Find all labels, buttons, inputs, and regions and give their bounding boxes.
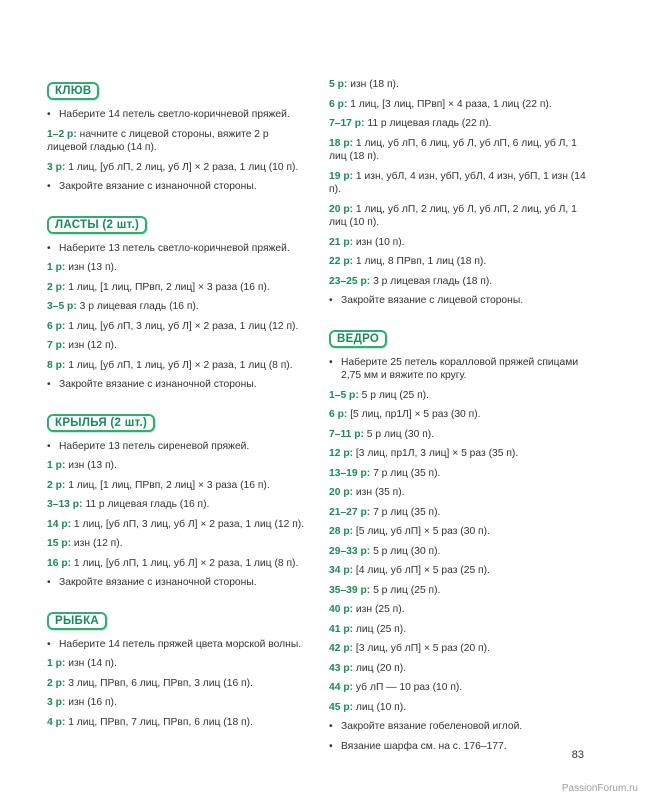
bullet-instruction xyxy=(329,720,594,734)
pattern-section xyxy=(47,200,307,392)
pattern-row xyxy=(329,98,594,112)
pattern-row xyxy=(47,537,307,551)
row-instructions: 5 р лиц (30 п). xyxy=(366,428,435,440)
pattern-row xyxy=(329,642,594,656)
pattern-row xyxy=(47,518,307,532)
bullet-text: Закройте вязание гобеленовой иглой. xyxy=(341,721,523,732)
bullet-instruction xyxy=(329,740,594,754)
pattern-row xyxy=(329,681,594,695)
row-label: 4 р: xyxy=(47,716,66,728)
row-instructions: 1 лиц, [уб лП, 3 лиц, уб Л] × 2 раза, 1 лиц (12 п). xyxy=(68,320,299,332)
pattern-row xyxy=(47,261,307,275)
pattern-row xyxy=(329,203,594,230)
section-heading: КРЫЛЬЯ (2 шт.) xyxy=(47,414,155,432)
row-label: 14 р: xyxy=(47,518,72,530)
row-label: 2 р: xyxy=(47,281,66,293)
bullet-instruction xyxy=(47,638,307,652)
row-instructions: лиц (20 п). xyxy=(355,662,407,674)
row-label: 20 р: xyxy=(329,203,354,215)
row-instructions: [3 лиц, пр1Л, 3 лиц] × 5 раз (35 п). xyxy=(355,448,519,459)
section-heading: КЛЮВ xyxy=(47,82,99,100)
row-instructions: 1 лиц, [уб лП, 1 лиц, уб Л] × 2 раза, 1 лиц (8 п). xyxy=(73,557,299,569)
row-label: 20 р: xyxy=(329,487,354,498)
row-instructions: 1 лиц, [1 лиц, ПРвп, 2 лиц] × 3 раза (16 п). xyxy=(68,479,270,491)
bullet-instruction xyxy=(47,242,307,256)
row-instructions: [3 лиц, уб лП] × 5 раз (20 п). xyxy=(355,643,490,654)
row-instructions: 3 р лицевая гладь (18 п). xyxy=(373,275,493,287)
row-instructions: уб лП — 10 раз (10 п). xyxy=(355,682,463,693)
pattern-row xyxy=(329,506,594,520)
row-instructions: [5 лиц, пр1Л] × 5 раз (30 п). xyxy=(350,409,481,420)
row-instructions: 3 лиц, ПРвп, 6 лиц, ПРвп, 3 лиц (16 п). xyxy=(68,677,253,689)
row-instructions: 1 изн, убЛ, 4 изн, убП, убЛ, 4 изн, убП, 1 изн (14 п). xyxy=(329,170,586,195)
page-number: 83 xyxy=(571,749,584,761)
pattern-row xyxy=(329,447,594,461)
watermark: PassionForum.ru xyxy=(561,783,638,794)
row-label: 29–33 р: xyxy=(329,545,371,557)
pattern-row xyxy=(47,359,307,373)
row-label: 28 р: xyxy=(329,526,354,537)
pattern-row xyxy=(329,236,594,250)
pattern-row xyxy=(329,623,594,637)
bullet-instruction xyxy=(47,440,307,454)
row-label: 3 р: xyxy=(47,161,66,173)
row-instructions: 3 р лицевая гладь (16 п). xyxy=(79,301,199,312)
pattern-row xyxy=(329,545,594,559)
row-label: 7–11 р: xyxy=(329,428,364,440)
row-instructions: 1 лиц, [3 лиц, ПРвп] × 4 раза, 1 лиц (22 п). xyxy=(350,98,552,110)
bullet-text: Закройте вязание с изнаночной стороны. xyxy=(59,577,257,588)
bullet-text: Наберите 14 петель пряжей цвета морской волны. xyxy=(59,638,302,650)
pattern-section xyxy=(47,398,307,590)
row-label: 22 р: xyxy=(329,256,354,267)
pattern-row xyxy=(47,339,307,353)
pattern-row xyxy=(47,128,307,155)
row-label: 18 р: xyxy=(329,137,354,149)
row-label: 41 р: xyxy=(329,623,354,635)
row-instructions: 1 лиц, 8 ПРвп, 1 лиц (18 п). xyxy=(355,256,487,267)
pattern-row xyxy=(47,281,307,295)
row-instructions: изн (18 п). xyxy=(350,79,399,90)
row-label: 6 р: xyxy=(329,409,348,420)
row-instructions: изн (25 п). xyxy=(355,604,405,615)
pattern-row xyxy=(329,584,594,598)
pattern-row xyxy=(329,389,594,403)
pattern-row xyxy=(47,696,307,710)
section-heading: РЫБКА xyxy=(47,612,107,630)
row-label: 43 р: xyxy=(329,662,354,674)
row-instructions: лиц (25 п). xyxy=(355,623,407,635)
row-instructions: изн (10 п). xyxy=(355,236,405,248)
pattern-row xyxy=(329,78,594,92)
bullet-instruction xyxy=(329,294,594,308)
pattern-row xyxy=(329,467,594,481)
bullet-text: Закройте вязание с изнаночной стороны. xyxy=(59,379,257,390)
bullet-instruction xyxy=(47,576,307,590)
pattern-row xyxy=(47,161,307,175)
row-instructions: изн (12 п). xyxy=(73,538,123,549)
row-instructions: 11 р лицевая гладь (16 п). xyxy=(85,499,210,510)
row-label: 40 р: xyxy=(329,604,354,615)
row-label: 1 р: xyxy=(47,460,66,471)
bullet-text: Закройте вязание с изнаночной стороны. xyxy=(59,181,257,192)
row-instructions: 1 лиц, уб лП, 2 лиц, уб Л, уб лП, 2 лиц, уб Л, 1 лиц (10 п). xyxy=(329,203,577,228)
row-instructions: 1 лиц, [уб лП, 1 лиц, уб Л] × 2 раза, 1 лиц (8 п). xyxy=(68,359,293,371)
row-instructions: изн (16 п). xyxy=(68,697,117,708)
row-label: 35–39 р: xyxy=(329,584,371,596)
row-instructions: [4 лиц, уб лП] × 5 раз (25 п). xyxy=(355,565,490,576)
pattern-row xyxy=(329,564,594,578)
row-label: 3–13 р: xyxy=(47,499,83,510)
section-heading: ЛАСТЫ (2 шт.) xyxy=(47,216,147,234)
row-label: 3–5 р: xyxy=(47,301,77,312)
row-label: 1 р: xyxy=(47,262,66,273)
row-label: 34 р: xyxy=(329,565,354,576)
row-label: 8 р: xyxy=(47,359,66,371)
row-instructions: 1 лиц, [1 лиц, ПРвп, 2 лиц] × 3 раза (16 п). xyxy=(68,281,270,293)
row-instructions: 7 р лиц (35 п). xyxy=(373,467,441,479)
pattern-row xyxy=(329,117,594,131)
pattern-row xyxy=(329,486,594,500)
pattern-row xyxy=(329,170,594,197)
pattern-section xyxy=(329,314,594,754)
pattern-row xyxy=(329,662,594,676)
bullet-text: Наберите 25 петель коралловой пряжей спицами 2,75 мм и вяжите по кругу. xyxy=(341,356,579,381)
pattern-row xyxy=(329,137,594,164)
pattern-row xyxy=(329,701,594,715)
row-label: 3 р: xyxy=(47,697,66,708)
row-label: 45 р: xyxy=(329,701,354,713)
bullet-instruction xyxy=(329,356,594,383)
row-instructions: 1 лиц, [уб лП, 2 лиц, уб Л] × 2 раза, 1 лиц (10 п). xyxy=(68,161,299,173)
pattern-section xyxy=(47,78,307,194)
row-instructions: 1 лиц, [уб лП, 3 лиц, уб Л] × 2 раза, 1 лиц (12 п). xyxy=(73,518,305,530)
row-label: 1 р: xyxy=(47,658,66,669)
pattern-section xyxy=(47,596,307,730)
row-instructions: [5 лиц, уб лП] × 5 раз (30 п). xyxy=(355,526,490,537)
row-label: 12 р: xyxy=(329,448,354,459)
row-label: 6 р: xyxy=(329,98,348,110)
row-label: 1–5 р: xyxy=(329,389,359,401)
row-label: 21–27 р: xyxy=(329,506,371,518)
row-instructions: изн (14 п). xyxy=(68,658,117,669)
row-instructions: 5 р лиц (30 п). xyxy=(373,545,441,557)
row-label: 2 р: xyxy=(47,479,66,491)
pattern-row xyxy=(329,275,594,289)
pattern-row xyxy=(47,479,307,493)
right-column xyxy=(329,78,594,759)
bullet-text: Закройте вязание с лицевой стороны. xyxy=(341,295,524,306)
pattern-row xyxy=(329,525,594,539)
bullet-instruction xyxy=(47,378,307,392)
row-label: 6 р: xyxy=(47,320,66,332)
row-label: 19 р: xyxy=(329,170,354,182)
bullet-instruction xyxy=(47,180,307,194)
row-label: 21 р: xyxy=(329,236,354,248)
pattern-row xyxy=(329,408,594,422)
row-label: 16 р: xyxy=(47,557,72,569)
row-instructions: 1 лиц, ПРвп, 7 лиц, ПРвп, 6 лиц (18 п). xyxy=(68,716,253,728)
row-instructions: изн (35 п). xyxy=(355,487,405,498)
row-instructions: 11 р лицевая гладь (22 п). xyxy=(367,118,492,129)
pattern-row xyxy=(329,255,594,269)
row-instructions: изн (12 п). xyxy=(68,340,117,351)
row-instructions: изн (13 п). xyxy=(68,460,117,471)
pattern-row xyxy=(47,498,307,512)
row-instructions: 7 р лиц (35 п). xyxy=(373,506,441,518)
pattern-row xyxy=(329,428,594,442)
bullet-text: Вязание шарфа см. на с. 176–177. xyxy=(341,740,507,752)
pattern-row xyxy=(47,657,307,671)
pattern-row xyxy=(47,716,307,730)
row-instructions: 5 р лиц (25 п). xyxy=(361,389,429,401)
row-label: 2 р: xyxy=(47,677,66,689)
bullet-text: Наберите 13 петель сиреневой пряжей. xyxy=(59,440,250,452)
pattern-row xyxy=(329,603,594,617)
bullet-text: Наберите 13 петель светло-коричневой пряжей. xyxy=(59,242,290,254)
bullet-text: Наберите 14 петель светло-коричневой пряжей. xyxy=(59,109,290,120)
row-instructions: лиц (10 п). xyxy=(355,701,407,713)
row-label: 23–25 р: xyxy=(329,275,371,287)
row-instructions: изн (13 п). xyxy=(68,262,117,273)
row-label: 7 р: xyxy=(47,340,66,351)
row-instructions: начните с лицевой стороны, вяжите 2 р лицевой гладью (14 п). xyxy=(47,128,269,153)
pattern-row xyxy=(47,557,307,571)
row-label: 1–2 р: xyxy=(47,128,77,140)
row-label: 13–19 р: xyxy=(329,467,371,479)
section-heading: ВЕДРО xyxy=(329,330,387,348)
pattern-row xyxy=(47,320,307,334)
left-column xyxy=(47,78,307,735)
row-label: 15 р: xyxy=(47,538,72,549)
row-label: 44 р: xyxy=(329,682,354,693)
pattern-row xyxy=(47,300,307,314)
pattern-row xyxy=(47,677,307,691)
row-label: 42 р: xyxy=(329,643,354,654)
row-instructions: 5 р лиц (25 п). xyxy=(373,584,441,596)
row-instructions: 1 лиц, уб лП, 6 лиц, уб Л, уб лП, 6 лиц, уб Л, 1 лиц (18 п). xyxy=(329,137,577,162)
row-label: 7–17 р: xyxy=(329,118,365,129)
pattern-row xyxy=(47,459,307,473)
bullet-instruction xyxy=(47,108,307,122)
row-label: 5 р: xyxy=(329,79,348,90)
